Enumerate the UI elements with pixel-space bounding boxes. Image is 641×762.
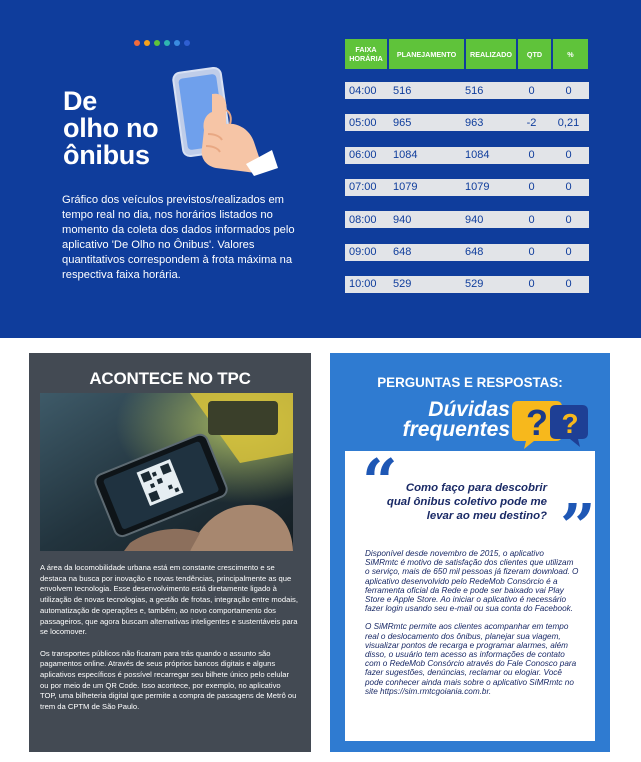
table-cell: 516 xyxy=(393,84,412,97)
th-faixa: FAIXA HORÁRIA xyxy=(345,39,387,69)
table-cell: 0 xyxy=(565,246,572,258)
decorative-dots xyxy=(134,40,190,46)
table-cell: 529 xyxy=(465,278,484,291)
phone-qr-photo xyxy=(40,393,293,551)
acontece-paragraph-2: Os transportes públicos não ficaram para trás quando o assunto são pagamentos online. Através de seus próprios bancos digitais e alguns aplicativos específicos é possível recarregar seu bilhete único pelo celular ou por meio de um QR Code. Isso acontece, por exemplo, no aplicativo TOP, uma bilheteria digital que permite a compra de passagens de Metrô ou trem da CPTM de São Paulo. xyxy=(40,648,297,712)
table-cell: 10:00 xyxy=(349,278,377,291)
table-cell: 940 xyxy=(393,213,412,226)
table-cell: 1084 xyxy=(393,149,418,162)
description-text: Gráfico dos veículos previstos/realizados em tempo real no dia, nos horários listados no momento da coleta dos dados informados pelo aplicativo 'De Olho no Ônibus'. Valores quantitativos correspondem à frota máxima na respectiva faixa horária. xyxy=(62,194,295,281)
acontece-card xyxy=(29,353,311,752)
faq-answer xyxy=(365,549,579,705)
table-row xyxy=(345,179,589,196)
th-realizado: REALIZADO xyxy=(466,39,516,69)
svg-text:?: ? xyxy=(526,402,548,443)
table-cell: 648 xyxy=(465,246,484,258)
decorative-dot xyxy=(154,40,160,46)
faq-subtitle-line-1: Dúvidas xyxy=(428,398,510,421)
faq-card xyxy=(330,353,610,752)
title-line-3: ônibus xyxy=(63,140,150,170)
title-line-1: De xyxy=(63,86,97,116)
question-bubbles-icon xyxy=(512,395,588,451)
svg-text:?: ? xyxy=(561,408,579,439)
th-qtd: QTD xyxy=(518,39,551,69)
table-row xyxy=(345,147,589,164)
table-cell: 0 xyxy=(565,149,572,162)
acontece-title: ACONTECE NO TPC xyxy=(89,369,251,388)
decorative-dot xyxy=(164,40,170,46)
table-cell: 0 xyxy=(528,181,535,194)
table-cell: 1079 xyxy=(465,181,490,194)
table-cell: 1079 xyxy=(393,181,418,194)
faq-subtitle-line-2: frequentes xyxy=(402,418,510,441)
table-cell: 06:00 xyxy=(349,149,377,162)
table-cell: 0 xyxy=(528,84,535,97)
decorative-dot xyxy=(174,40,180,46)
decorative-dot xyxy=(134,40,140,46)
table-cell: 963 xyxy=(465,116,484,129)
faq-question: Como faço para descobrir qual ônibus coletivo pode me levar ao meu destino? xyxy=(386,482,547,522)
decorative-dot xyxy=(144,40,150,46)
table-row xyxy=(345,244,589,261)
table-row xyxy=(345,276,589,293)
acontece-body xyxy=(40,563,298,724)
table-cell: 0,21 xyxy=(557,116,580,129)
table-row xyxy=(345,114,589,131)
table-cell: 0 xyxy=(528,278,535,291)
table-cell: 0 xyxy=(528,246,535,258)
table-row xyxy=(345,82,589,99)
table-cell: 0 xyxy=(565,181,572,194)
hand-phone-icon xyxy=(168,64,280,176)
th-planejamento: PLANEJAMENTO xyxy=(389,39,464,69)
faq-title: PERGUNTAS E RESPOSTAS: xyxy=(377,375,563,390)
table-cell: 965 xyxy=(393,116,412,129)
table-cell: 0 xyxy=(565,213,572,226)
open-quote-icon: “ xyxy=(362,445,398,518)
faq-answer-box xyxy=(345,445,596,741)
table-cell: 648 xyxy=(393,246,412,258)
decorative-dot xyxy=(184,40,190,46)
table-cell: 516 xyxy=(465,84,484,97)
table-cell: 05:00 xyxy=(349,116,377,129)
table-cell: 529 xyxy=(393,278,412,291)
table-cell: 0 xyxy=(565,84,572,97)
table-cell: 940 xyxy=(465,213,484,226)
faq-answer-paragraph-1: Disponível desde novembro de 2015, o aplicativo SiMRmtc é motivo de satisfação dos clientes que utilizam o serviço, mais de 650 mil pessoas já fizeram download. O aplicativo desenvolvido pelo RedeMob Consórcio é a ferramenta oficial da Rede e pode ser baixado vai Play Store e Apple Store. Ao iniciar o aplicativo é necessário fazer login usando seu e-mail ou sua conta do Facebook. xyxy=(365,549,579,614)
table-cell: 08:00 xyxy=(349,213,377,226)
table-cell: 0 xyxy=(528,213,535,226)
table-cell: 09:00 xyxy=(349,246,377,258)
schedule-table xyxy=(345,39,590,291)
table-row xyxy=(345,211,589,228)
table-cell: 0 xyxy=(565,278,572,291)
table-cell: -2 xyxy=(526,116,537,129)
th-percent: % xyxy=(553,39,588,69)
title-line-2: olho no xyxy=(63,113,159,143)
table-cell: 04:00 xyxy=(349,84,377,97)
table-cell: 07:00 xyxy=(349,181,377,194)
table-cell: 0 xyxy=(528,149,535,162)
close-quote-icon: ” xyxy=(560,490,596,563)
page-title xyxy=(63,88,158,169)
table-cell: 1084 xyxy=(465,149,490,162)
faq-subtitle xyxy=(360,400,510,440)
faq-answer-paragraph-2: O SiMRmtc permite aos clientes acompanhar em tempo real o deslocamento dos ônibus, planejar sua viagem, visualizar pontos de recarga e programar alarmes, além disso, o usuário tem acesso as informações de contato com o RedeMob Consórcio através do Fale Conosco para fazer sugestões, denúncias, reclamar ou elogiar. Você pode conhecer ainda mais sobre o aplicativo SiMRmtc no site https://sim.rmtcgoiania.com.br. xyxy=(365,622,577,696)
acontece-paragraph-1: A área da locomobilidade urbana está em constante crescimento e se destaca na busca por inovação e novas tendências, principalmente as que envolvem tecnologia. Esse desenvolvimento está diretamente ligado à utilização de novas tecnologias, a gestão de frotas, integração entre modais, automatização de operações e, também, ao novo comportamento dos passageiros, que agora buscam alternativas inteligentes e sustentáveis para se locomover. xyxy=(40,563,298,637)
table-header xyxy=(345,39,590,69)
top-banner xyxy=(0,0,641,338)
